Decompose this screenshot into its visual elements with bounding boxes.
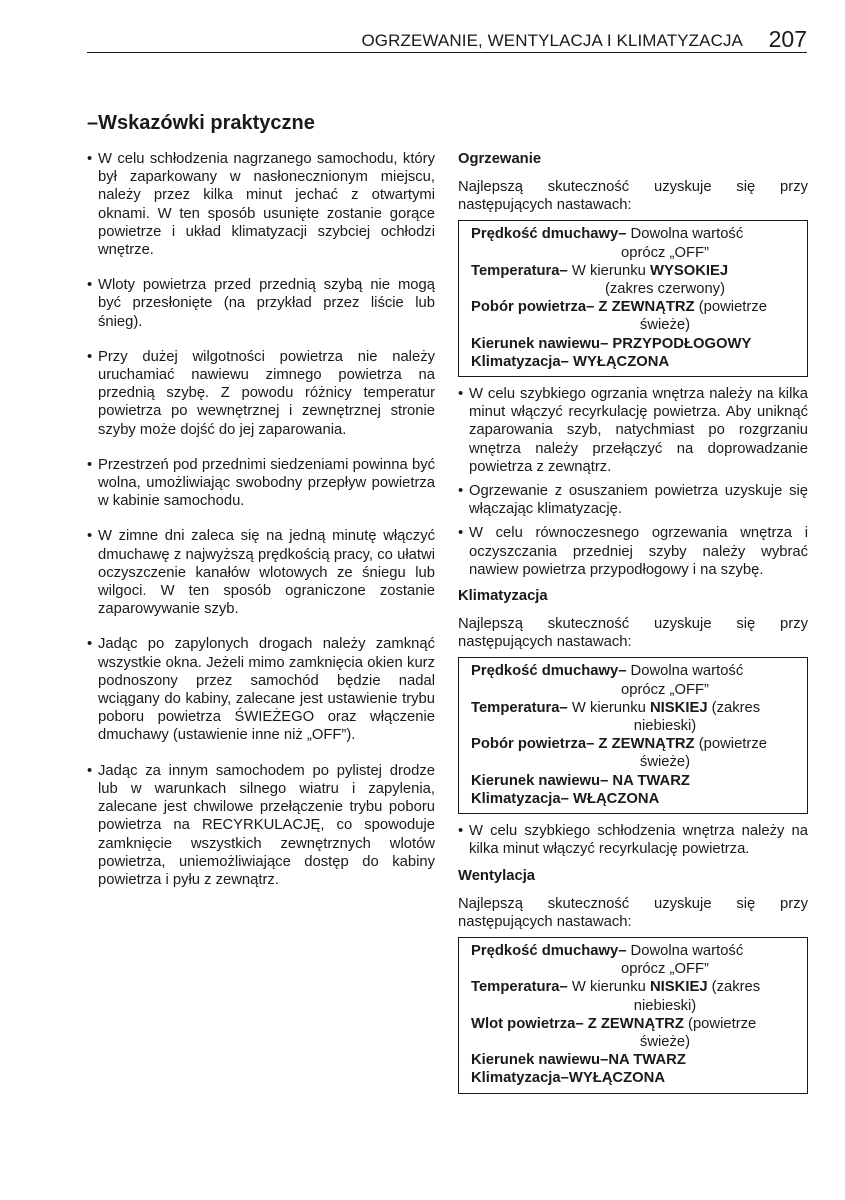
setting-row-temperature bbox=[471, 699, 799, 735]
setting-row-air-intake bbox=[471, 1015, 799, 1051]
setting-key: Prędkość dmuchawy– bbox=[471, 663, 627, 680]
setting-value: Dowolna wartość bbox=[626, 663, 744, 680]
setting-key: Prędkość dmuchawy– bbox=[471, 942, 627, 959]
setting-row-ac: Klimatyzacja– WYŁĄCZONA bbox=[471, 353, 670, 370]
setting-row-ac: Klimatyzacja– WŁĄCZONA bbox=[471, 790, 660, 807]
ac-intro: Najlepszą skuteczność uzyskuje się przy następujących nastawach: bbox=[458, 616, 808, 651]
list-item: • W zimne dni zaleca się na jedną minutę włączyć dmuchawę z najwyższą prędkością pracy, co ułatwi oczyszczenie kanałów wlotowych ze śniegu lub wilgoci. W ten sposób ograniczone zostanie zaparowywanie szyb. bbox=[87, 527, 435, 618]
ac-heading: Klimatyzacja bbox=[458, 588, 548, 605]
setting-value: (powietrze bbox=[683, 1015, 757, 1032]
heating-tips bbox=[458, 385, 808, 579]
vent-intro: Najlepszą skuteczność uzyskuje się przy następujących nastawach: bbox=[458, 895, 808, 930]
setting-value-bold: WYSOKIEJ bbox=[650, 262, 729, 279]
page-header bbox=[87, 26, 807, 53]
setting-row-airflow: Kierunek nawiewu– NA TWARZ bbox=[471, 772, 690, 789]
tips-list bbox=[87, 150, 435, 889]
setting-value: Dowolna wartość bbox=[626, 226, 744, 243]
list-item: • W celu schłodzenia nagrzanego samochodu, który był zaparkowany w nasłonecznionym miejscu, należy przez kilka minut jechać z otwartymi oknami. W ten sposób usunięte zostanie gorące powietrze i układ klimatyzacji szybciej ochłodzi wnętrze. bbox=[87, 150, 435, 259]
heating-intro: Najlepszą skuteczność uzyskuje się przy następujących nastawach: bbox=[458, 179, 808, 214]
setting-value-cont: oprócz „OFF” bbox=[621, 681, 709, 698]
setting-value-cont: oprócz „OFF” bbox=[621, 244, 709, 261]
setting-value-cont: świeże) bbox=[639, 317, 691, 334]
setting-key: Wlot powietrza– Z ZEWNĄTRZ bbox=[471, 1015, 684, 1032]
list-item: • Przestrzeń pod przednimi siedzeniami powinna być wolna, umożliwiając swobodny przepływ powietrza w kabinie samochodu. bbox=[87, 456, 435, 511]
setting-value-cont: niebieski) bbox=[633, 997, 697, 1014]
setting-value: W kierunku bbox=[567, 979, 650, 996]
list-item: • Ogrzewanie z osuszaniem powietrza uzyskuje się włączając klimatyzację. bbox=[458, 482, 808, 518]
setting-value-cont: świeże) bbox=[639, 754, 691, 771]
setting-value: (powietrze bbox=[694, 736, 767, 753]
ac-settings-box bbox=[458, 657, 808, 814]
setting-row-fan bbox=[471, 225, 799, 261]
vent-settings-box bbox=[458, 937, 808, 1094]
setting-value: W kierunku bbox=[567, 699, 650, 716]
setting-value-cont: oprócz „OFF” bbox=[621, 961, 709, 978]
page-number: 207 bbox=[768, 26, 807, 52]
setting-key: Prędkość dmuchawy– bbox=[471, 226, 627, 243]
header-title: OGRZEWANIE, WENTYLACJA I KLIMATYZACJA bbox=[361, 31, 743, 50]
setting-key: Pobór powietrza– Z ZEWNĄTRZ bbox=[471, 736, 695, 753]
left-column bbox=[87, 150, 435, 906]
list-item: • Jadąc za innym samochodem po pylistej drodze lub w warunkach silnego wiatru i zapylenia, zalecane jest chwilowe przełączenie trybu poboru powietrza na RECYRKULACJĘ, co spowoduje zamknięcie wszystkich zewnętrznych wlotów powietrza, uniemożliwiające dostęp do kabiny powietrza i pyłu z zewnątrz. bbox=[87, 762, 435, 889]
list-item: • Przy dużej wilgotności powietrza nie należy uruchamiać nawiewu zimnego powietrza na przednią szybę. Z powodu różnicy temperatur powietrza po wewnętrznej i zewnętrznej stronie szyby może dojść do jej zaparowania. bbox=[87, 348, 435, 439]
setting-row-airflow: Kierunek nawiewu– PRZYPODŁOGOWY bbox=[471, 335, 752, 352]
setting-value: (zakres bbox=[707, 699, 761, 716]
setting-key: Pobór powietrza– Z ZEWNĄTRZ bbox=[471, 299, 695, 316]
list-item: • W celu szybkiego schłodzenia wnętrza należy na kilka minut włączyć recyrkulację powietrza. bbox=[458, 822, 808, 858]
vent-section bbox=[458, 867, 808, 1094]
list-item: • Jadąc po zapylonych drogach należy zamknąć wszystkie okna. Jeżeli mimo zamknięcia okien kurz podnoszony przez samochód będzie nadal wciągany do kabiny, zalecane jest ustawienie trybu poboru powietrza ŚWIEŻEGO oraz włączenie dmuchawy (ustawienie inne niż „OFF”). bbox=[87, 635, 435, 744]
setting-key: Temperatura– bbox=[471, 699, 568, 716]
setting-row-airflow: Kierunek nawiewu–NA TWARZ bbox=[471, 1052, 686, 1069]
list-item: • W celu równoczesnego ogrzewania wnętrza i oczyszczania przedniej szyby należy wybrać nawiew powietrza przypodłogowy i na szybę. bbox=[458, 524, 808, 579]
setting-row-temperature bbox=[471, 978, 799, 1014]
setting-value-bold: NISKIEJ bbox=[650, 979, 708, 996]
setting-row-air-intake bbox=[471, 735, 799, 771]
setting-row-fan bbox=[471, 662, 799, 698]
setting-value-cont: niebieski) bbox=[633, 718, 697, 735]
ac-tips bbox=[458, 822, 808, 858]
heating-heading: Ogrzewanie bbox=[458, 151, 542, 167]
setting-value: (zakres bbox=[707, 979, 761, 996]
setting-row-temperature bbox=[471, 262, 799, 298]
heating-settings-box bbox=[458, 220, 808, 377]
setting-value-cont: świeże) bbox=[639, 1033, 691, 1050]
setting-value: Dowolna wartość bbox=[626, 942, 744, 959]
list-item: • W celu szybkiego ogrzania wnętrza należy na kilka minut włączyć recyrkulację powietrza. Aby uniknąć zaparowania szyb, natychmiast po rozgrzaniu wnętrza należy przełączyć na doprowadzanie powietrza z zewnątrz. bbox=[458, 385, 808, 476]
setting-key: Temperatura– bbox=[471, 262, 568, 279]
setting-key: Temperatura– bbox=[471, 979, 568, 996]
setting-value-bold: NISKIEJ bbox=[650, 699, 708, 716]
section-title: –Wskazówki praktyczne bbox=[87, 112, 315, 134]
setting-value: W kierunku bbox=[567, 262, 650, 279]
setting-row-fan bbox=[471, 942, 799, 978]
setting-value: (powietrze bbox=[694, 299, 767, 316]
setting-row-air-intake bbox=[471, 298, 799, 334]
ac-section bbox=[458, 587, 808, 858]
list-item: • Wloty powietrza przed przednią szybą nie mogą być przesłonięte (na przykład przez liście lub śnieg). bbox=[87, 276, 435, 331]
setting-row-ac: Klimatyzacja–WYŁĄCZONA bbox=[471, 1070, 666, 1087]
setting-value-cont: (zakres czerwony) bbox=[604, 281, 726, 298]
heating-section bbox=[458, 150, 808, 579]
vent-heading: Wentylacja bbox=[458, 867, 536, 884]
right-column bbox=[458, 150, 808, 1102]
